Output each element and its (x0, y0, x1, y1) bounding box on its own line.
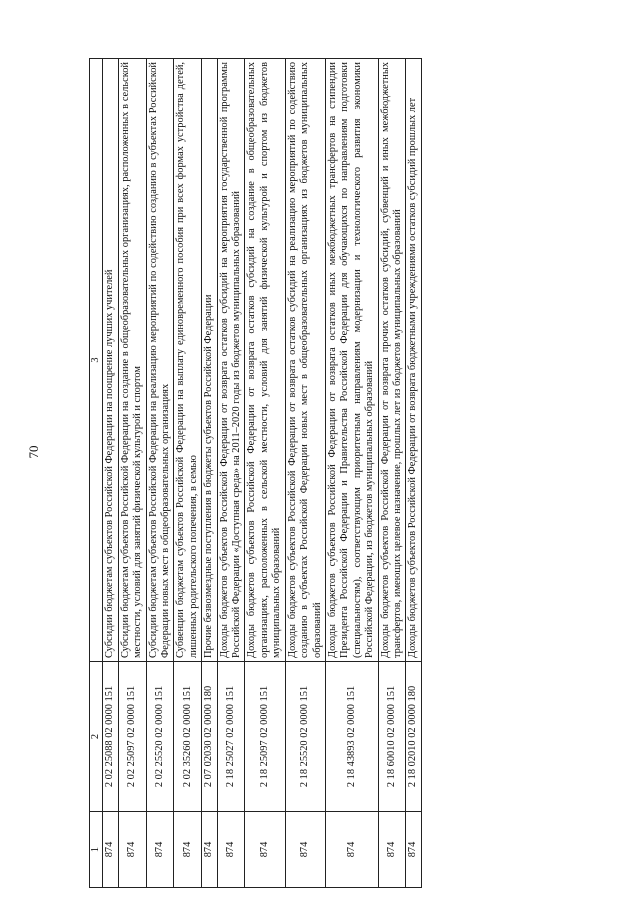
table-row (245, 59, 285, 888)
revenue-description-cell: Доходы бюджетов субъектов Российской Федерации от возврата остатков субсидий на создание в общеобразовательных организациях, расположенных в сельской местности, условий для занятий физической культурой и спортом из бюджетов муниципальных образований (245, 59, 285, 662)
column-number-2: 2 (90, 662, 103, 812)
admin-code-cell: 874 (146, 812, 174, 888)
revenue-code-cell: 2 02 25088 02 0000 151 (103, 662, 118, 812)
table-row (217, 59, 245, 888)
revenue-code-cell: 2 18 43893 02 0000 151 (325, 662, 378, 812)
revenue-code-cell: 2 02 35260 02 0000 151 (174, 662, 202, 812)
table-row (103, 59, 118, 888)
table-row (378, 59, 406, 888)
column-number-3: 3 (90, 59, 103, 662)
table-row (174, 59, 202, 888)
admin-code-cell: 874 (174, 812, 202, 888)
revenue-description-cell: Доходы бюджетов субъектов Российской Федерации от возврата прочих остатков субсидий, субвенций и иных межбюджетных трансфертов, имеющих целевое назначение, прошлых лет из бюджетов муниципальных образований (378, 59, 406, 662)
budget-revenue-table (89, 58, 422, 888)
revenue-code-cell: 2 18 25097 02 0000 151 (245, 662, 285, 812)
table-row (146, 59, 174, 888)
admin-code-cell: 874 (245, 812, 285, 888)
admin-code-cell: 874 (217, 812, 245, 888)
revenue-description-cell: Субсидии бюджетам субъектов Российской Федерации на поощрение лучших учителей (103, 59, 118, 662)
admin-code-cell: 874 (378, 812, 406, 888)
revenue-description-cell: Субсидии бюджетам субъектов Российской Федерации на реализацию мероприятий по содействию созданию в субъектах Российской Федерации новых мест в общеобразовательных организациях (146, 59, 174, 662)
table-row (202, 59, 217, 888)
revenue-code-cell: 2 18 60010 02 0000 151 (378, 662, 406, 812)
revenue-code-cell: 2 02 25520 02 0000 151 (146, 662, 174, 812)
column-number-row (90, 59, 103, 888)
revenue-code-cell: 2 07 02030 02 0000 180 (202, 662, 217, 812)
column-number-1: 1 (90, 812, 103, 888)
rotated-table-wrapper (89, 58, 561, 888)
revenue-description-cell: Субвенции бюджетам субъектов Российской Федерации на выплату единовременного пособия при всех формах устройства детей, лишенных родительского попечения, в семью (174, 59, 202, 662)
table-row (285, 59, 325, 888)
revenue-description-cell: Прочие безвозмездные поступления в бюджеты субъектов Российской Федерации (202, 59, 217, 662)
admin-code-cell: 874 (325, 812, 378, 888)
revenue-description-cell: Доходы бюджетов субъектов Российской Федерации от возврата остатков субсидий на мероприятия государственной программы Российской Федерации «Доступная среда» на 2011–2020 годы из бюджетов муниципальных образований (217, 59, 245, 662)
admin-code-cell: 874 (103, 812, 118, 888)
revenue-description-cell: Доходы бюджетов субъектов Российской Федерации от возврата бюджетными учреждениями остатков субсидий прошлых лет (406, 59, 421, 662)
page-number: 70 (26, 445, 41, 459)
table-row (325, 59, 378, 888)
table-row (406, 59, 421, 888)
admin-code-cell: 874 (285, 812, 325, 888)
revenue-description-cell: Доходы бюджетов субъектов Российской Федерации от возврата остатков субсидий на реализацию мероприятий по содействию созданию в субъектах Российской Федерации новых мест в общеобразовательных организациях из бюджетов муниципальных образований (285, 59, 325, 662)
revenue-description-cell: Доходы бюджетов субъектов Российской Федерации от возврата остатков иных межбюджетных трансфертов на стипендии Президента Российской Федерации и Правительства Российской Федерации для обучающихся по направлениям подготовки (специальностям), соответствующим приоритетным направлениям модернизации и технологического развития экономики Российской Федерации, из бюджетов муниципальных образований (325, 59, 378, 662)
revenue-code-cell: 2 18 25520 02 0000 151 (285, 662, 325, 812)
admin-code-cell: 874 (406, 812, 421, 888)
revenue-code-cell: 2 18 02010 02 0000 180 (406, 662, 421, 812)
revenue-code-cell: 2 18 25027 02 0000 151 (217, 662, 245, 812)
admin-code-cell: 874 (118, 812, 146, 888)
revenue-description-cell: Субсидии бюджетам субъектов Российской Федерации на создание в общеобразовательных организациях, расположенных в сельской местности, условий для занятий физической культурой и спортом (118, 59, 146, 662)
table-row (118, 59, 146, 888)
admin-code-cell: 874 (202, 812, 217, 888)
revenue-code-cell: 2 02 25097 02 0000 151 (118, 662, 146, 812)
